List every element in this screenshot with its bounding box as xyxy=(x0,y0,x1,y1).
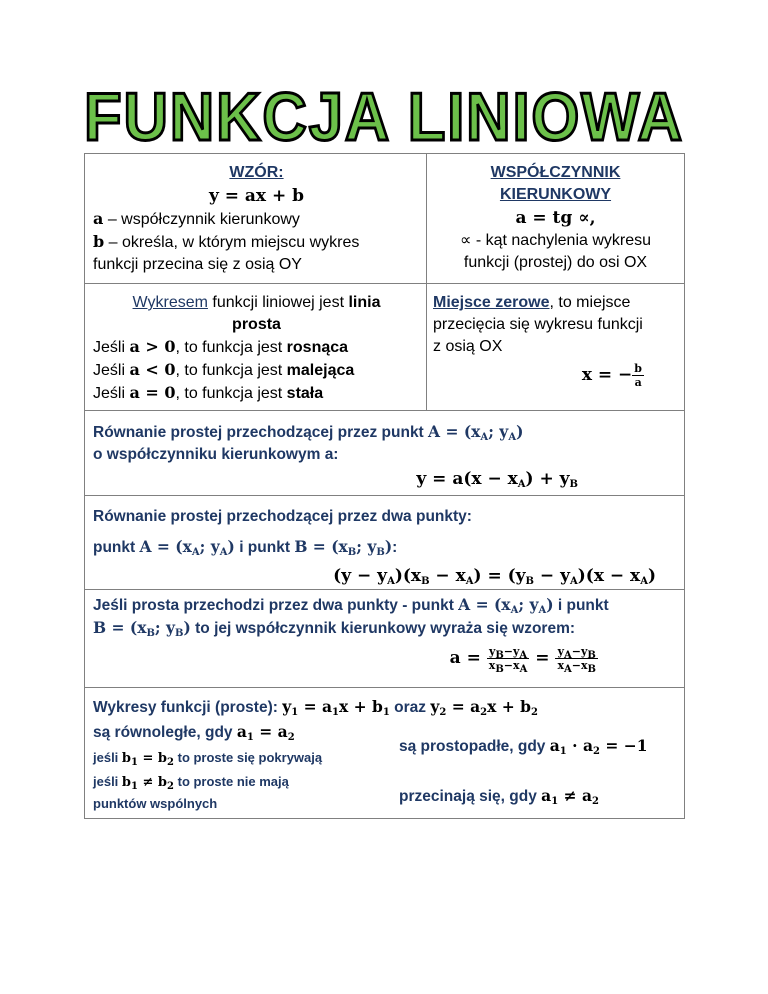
wspolczynnik-desc-1: ∝ - kąt nachylenia wykresu xyxy=(459,232,652,249)
wzor-formula: y = ax + b xyxy=(208,186,305,206)
dwa-formula: $(y - y_A)(x_B - x_A) = (y_B - y_A)(x - x_A)$ xyxy=(333,566,656,587)
wspolczynnik-heading-2: KIERUNKOWY xyxy=(499,186,612,203)
miejsce-line-1: Miejsce zerowe, to miejsce xyxy=(433,294,631,311)
dwa-punkty-box xyxy=(84,495,685,590)
punkt-box xyxy=(84,410,685,496)
wspolczynnik-box xyxy=(426,153,685,284)
wspolczynnik-heading-1: WSPÓŁCZYNNIK xyxy=(490,164,621,181)
miejsce-box xyxy=(426,283,685,411)
wykresy-prostopadle: są prostopadłe, gdy $a_1 \cdot a_2 = -1$ xyxy=(399,736,648,757)
dwa-line-2: punkt $A = (x_A$; $y_A$) i punkt $B = (x_B$; $y_B$): xyxy=(93,537,398,558)
wspolczynnik-formula: a = tg ∝, xyxy=(515,208,596,228)
wykres-line-1: Wykresem funkcji liniowej jest linia xyxy=(132,294,381,311)
wsp-dwa-box xyxy=(84,589,685,688)
wspolczynnik-desc-2: funkcji (prostej) do osi OX xyxy=(463,254,648,271)
wykres-line-2: prosta xyxy=(232,316,281,333)
wzor-heading: WZÓR: xyxy=(229,164,284,181)
wzor-a-line: a – współczynnik kierunkowy xyxy=(93,209,300,228)
wykres-box xyxy=(84,283,427,411)
wykresy-box xyxy=(84,687,685,819)
page-title-text: FUNKCJA LINIOWA xyxy=(84,79,684,152)
wzor-box xyxy=(84,153,427,284)
miejsce-line-3: z osią OX xyxy=(433,338,503,355)
wykres-rosnaca: Jeśli a > 0, to funkcja jest rosnąca xyxy=(93,337,349,356)
wsp-dwa-line-1: Jeśli prosta przechodzi przez dwa punkty - punkt $A = (x_A$; $y_A$) i punkt xyxy=(93,595,609,616)
page-title xyxy=(0,78,768,152)
wykresy-pokrywaja: jeśli $b_1 = b_2$ to proste się pokrywają xyxy=(93,750,323,768)
dwa-line-1: Równanie prostej przechodzącej przez dwa punkty: xyxy=(93,508,472,525)
wykresy-nie-maja: jeśli $b_1 \ne b_2$ to proste nie mają xyxy=(93,774,289,792)
punkt-formula: $y = a(x - x_A) + y_B$ xyxy=(416,469,578,490)
miejsce-formula: x = − $\frac{b}{a}$ xyxy=(581,362,642,389)
wzor-b-line: b – określa, w którym miejscu wykres xyxy=(93,232,360,251)
miejsce-line-2: przecięcia się wykresu funkcji xyxy=(433,316,643,333)
wykresy-rownolegle: są równoległe, gdy $a_1 = a_2$ xyxy=(93,722,295,743)
wzor-b-line2: funkcji przecina się z osią OY xyxy=(93,256,302,273)
punkt-line-1: Równanie prostej przechodzącej przez punkt $A = (x_A$; $y_A$) xyxy=(93,422,524,443)
wykres-malejaca: Jeśli a < 0, to funkcja jest malejąca xyxy=(93,360,355,379)
wsp-dwa-formula: a = $\frac{y_B-y_A}{x_B-x_A}$ = $\frac{y_A-y_B}{x_A-x_B}$ xyxy=(449,645,596,675)
wykresy-nie-maja-2: punktów wspólnych xyxy=(93,796,218,811)
wsp-dwa-line-2: $B = (x_B$; $y_B$) to jej współczynnik kierunkowy wyraża się wzorem: xyxy=(93,618,576,639)
wykresy-przecinaja: przecinają się, gdy $a_1 \ne a_2$ xyxy=(399,786,599,807)
wykresy-line-1: Wykresy funkcji (proste): $y_1 = a_1x + b_1$ oraz $y_2 = a_2x + b_2$ xyxy=(93,697,538,718)
wykres-stala: Jeśli a = 0, to funkcja jest stała xyxy=(93,383,324,402)
punkt-line-2: o współczynniku kierunkowym a: xyxy=(93,446,339,463)
